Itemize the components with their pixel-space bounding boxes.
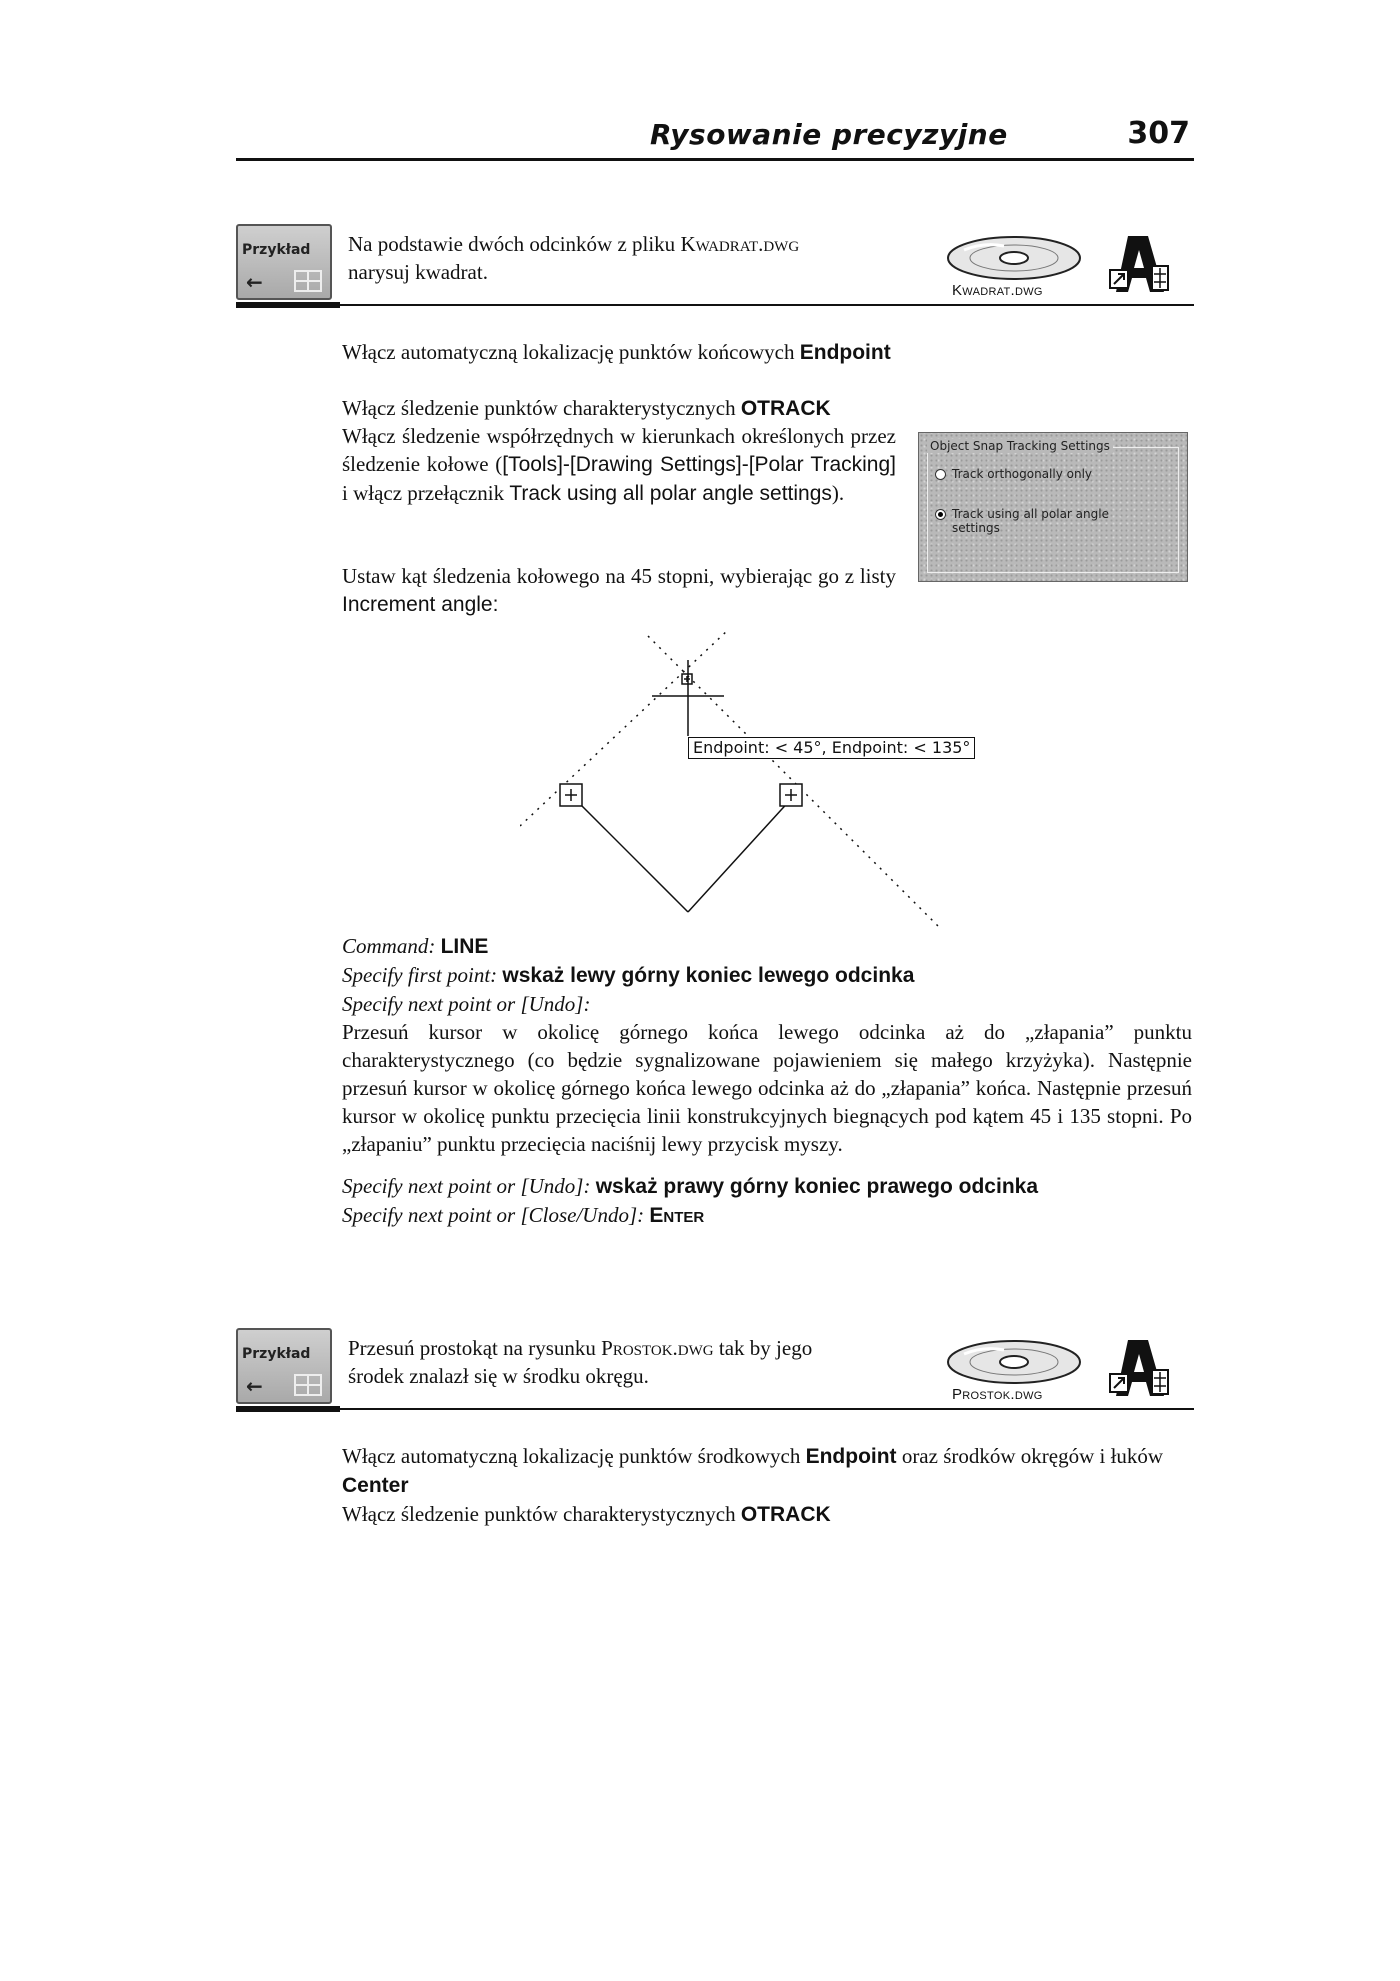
example-rule-thick bbox=[236, 1406, 340, 1412]
cd-disc-icon bbox=[944, 234, 1084, 282]
paragraph-polar bbox=[342, 422, 896, 508]
cmd-input-4: wskaż prawy górny koniec prawego odcinka bbox=[595, 1175, 1039, 1198]
command-body: Przesuń kursor w okolicę górnego końca lewego odcinka aż do „złapania” punktu charakterystycznego (co będzie sygnalizowane pojawieniem się małego krzyżyka). Następnie przesuń kursor w okolicę górnego końca lewego odcinka aż do „złapania” końca. Następnie przesuń kursor w okolicę punktu przecięcia linii konstrukcyjnych biegnących pod kątem 45 i 135 stopni. Po „złapaniu” punktu przecięcia naciśnij lewy przycisk myszy. bbox=[342, 1020, 1192, 1156]
para2-c: i włącz przełącznik bbox=[342, 481, 510, 505]
snap-tracking-dialog bbox=[918, 432, 1188, 582]
option-polar-label: Track using all polar angle bbox=[952, 507, 1109, 521]
example-text-c: środek znalazł się w środku okręgu. bbox=[348, 1364, 649, 1388]
para2-e: ). bbox=[831, 481, 845, 505]
para3-text: Ustaw kąt śledzenia kołowego na 45 stopni, wybierając go z listy bbox=[342, 564, 896, 588]
command-block bbox=[342, 932, 1192, 1230]
left-arrow-icon: ← bbox=[246, 1374, 263, 1398]
example-rule bbox=[236, 1408, 1194, 1410]
para4-e: Włącz śledzenie punktów charakterystycznych bbox=[342, 1502, 741, 1526]
example-text-b: narysuj kwadrat. bbox=[348, 260, 488, 284]
example-text-a: Przesuń prostokąt na rysunku bbox=[348, 1336, 602, 1360]
example-box-2 bbox=[236, 1320, 1194, 1410]
example-text-a: Na podstawie dwóch odcinków z pliku bbox=[348, 232, 681, 256]
paragraph-center bbox=[342, 1442, 1192, 1529]
left-arrow-icon: ← bbox=[246, 270, 263, 294]
option-orthogonal[interactable] bbox=[935, 467, 1092, 481]
grid-icon bbox=[294, 270, 322, 292]
option-polar[interactable] bbox=[935, 507, 1109, 535]
endpoint-markers bbox=[560, 784, 802, 806]
example-rule bbox=[236, 304, 1194, 306]
para2-menu-path: [Tools]-[Drawing Settings]-[Polar Tracking] bbox=[502, 453, 896, 476]
para3-increment: Increment angle: bbox=[342, 593, 499, 616]
tracking-tooltip: Endpoint: < 45°, Endpoint: < 135° bbox=[688, 737, 975, 759]
command-line-4 bbox=[342, 1172, 1192, 1201]
para4-d: Center bbox=[342, 1474, 409, 1497]
cmd-prompt-5: Specify next point or [Close/Undo]: bbox=[342, 1203, 650, 1227]
radio-icon[interactable] bbox=[935, 469, 946, 480]
para2-switch: Track using all polar angle settings bbox=[509, 482, 832, 505]
badge-label: Przykład bbox=[242, 1346, 311, 1362]
para1-text: Włącz automatyczną lokalizację punktów końcowych bbox=[342, 340, 800, 364]
example-text bbox=[348, 230, 868, 286]
grid-icon bbox=[294, 1374, 322, 1396]
radio-selected-icon[interactable] bbox=[935, 509, 946, 520]
example-text bbox=[348, 1334, 868, 1390]
paragraph-otrack bbox=[342, 394, 902, 423]
option-polar-label-2: settings bbox=[952, 521, 1000, 535]
command-line-1 bbox=[342, 932, 1192, 961]
para4-a: Włącz automatyczną lokalizację punktów środkowych bbox=[342, 1444, 806, 1468]
cmd-prompt-2: Specify first point: bbox=[342, 963, 503, 987]
command-line-3: Specify next point or [Undo]: bbox=[342, 992, 591, 1016]
para4-c: oraz środków okręgów i łuków bbox=[896, 1444, 1164, 1468]
page-number: 307 bbox=[1127, 116, 1190, 151]
command-line-2 bbox=[342, 961, 1192, 990]
para4-b: Endpoint bbox=[805, 1445, 897, 1468]
para2-line1: Włącz śledzenie punktów charakterystycznych bbox=[342, 396, 741, 420]
para2-a: Włącz śledzenie współrzędnych w kierunkach określonych przez śledzenie kołowe ( bbox=[342, 424, 896, 476]
example-file: Prostok.dwg bbox=[601, 1336, 714, 1360]
cd-disc-icon bbox=[944, 1338, 1084, 1386]
autocad-app-icon bbox=[1106, 1334, 1174, 1404]
badge-label: Przykład bbox=[242, 242, 311, 258]
example-box-1 bbox=[236, 216, 1194, 306]
cmd-prompt-4: Specify next point or [Undo]: bbox=[342, 1174, 596, 1198]
example-rule-thick bbox=[236, 302, 340, 308]
option-orthogonal-label: Track orthogonally only bbox=[952, 467, 1093, 481]
line-segments bbox=[572, 796, 792, 912]
example-file: Kwadrat.dwg bbox=[680, 232, 800, 256]
command-line-5 bbox=[342, 1201, 1192, 1230]
example-text-b: tak by jego bbox=[713, 1336, 813, 1360]
cmd-prompt-1: Command: bbox=[342, 934, 441, 958]
paragraph-endpoint bbox=[342, 338, 1192, 367]
example-badge-icon bbox=[236, 224, 332, 300]
cmd-input-1: LINE bbox=[440, 935, 489, 958]
paragraph-angle bbox=[342, 562, 896, 619]
tracking-lines bbox=[520, 630, 938, 926]
cd-label: Kwadrat.dwg bbox=[952, 282, 1043, 299]
para2-line1-bold: OTRACK bbox=[740, 397, 831, 420]
running-header-title: Rysowanie precyzyjne bbox=[650, 118, 1008, 151]
cd-label: Prostok.dwg bbox=[952, 1386, 1043, 1403]
cursor-crosshair bbox=[652, 660, 724, 736]
dialog-title: Object Snap Tracking Settings bbox=[927, 439, 1113, 453]
para4-f: OTRACK bbox=[740, 1503, 831, 1526]
cmd-input-2: wskaż lewy górny koniec lewego odcinka bbox=[502, 964, 915, 987]
tracking-diagram bbox=[520, 630, 960, 930]
para1-bold: Endpoint bbox=[799, 341, 891, 364]
header-rule bbox=[236, 158, 1194, 161]
autocad-app-icon bbox=[1106, 230, 1174, 300]
cmd-input-5: Enter bbox=[649, 1204, 705, 1227]
example-badge-icon bbox=[236, 1328, 332, 1404]
